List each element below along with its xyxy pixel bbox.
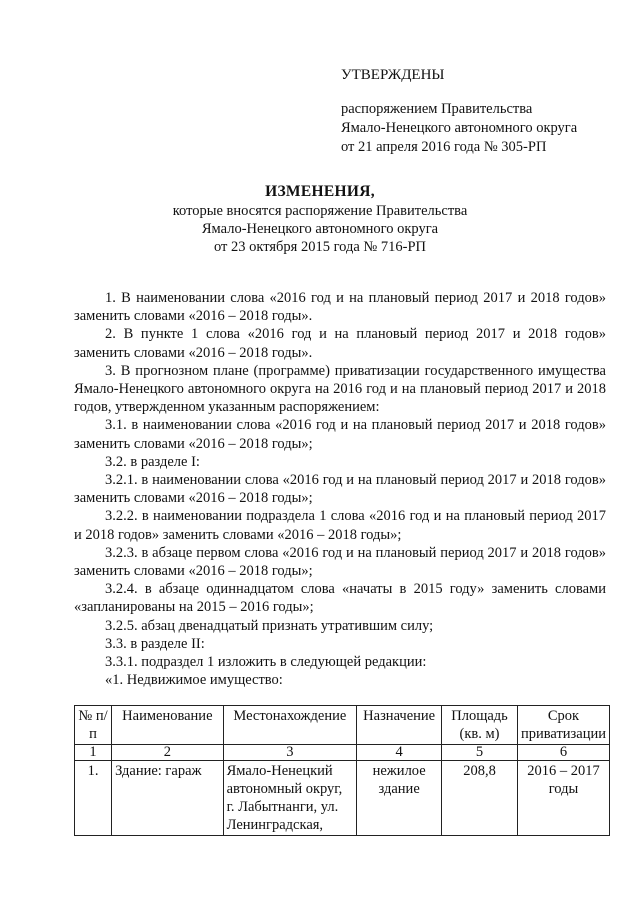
row-name: Здание: гараж xyxy=(112,761,223,836)
column-number: 5 xyxy=(442,745,518,761)
paragraph: 3.1. в наименовании слова «2016 год и на плановый период 2017 и 2018 годов» заменить словами «2016 – 2018 годы»; xyxy=(74,417,606,452)
approval-line: Ямало-Ненецкого автономного округа xyxy=(341,120,578,136)
property-table xyxy=(74,705,610,836)
header-cell: Местонахождение xyxy=(223,706,357,745)
column-number: 2 xyxy=(112,745,223,761)
approval-line: распоряжением Правительства xyxy=(341,101,533,117)
approval-heading: УТВЕРЖДЕНЫ xyxy=(341,67,445,83)
header-cell: Наименование xyxy=(112,706,223,745)
column-number: 3 xyxy=(223,745,357,761)
paragraph: 3.3.1. подраздел 1 изложить в следующей редакции: xyxy=(105,654,427,671)
header-cell: № п/п xyxy=(75,706,112,745)
row-location: Ямало-Ненецкий автономный округ, г. Лабытнанги, ул. Ленинградская, xyxy=(223,761,357,836)
paragraph: 3.2.4. в абзаце одиннадцатом слова «начаты в 2015 году» заменить словами «запланированы на 2015 – 2016 годы»; xyxy=(74,581,606,616)
header-cell: Площадь (кв. м) xyxy=(442,706,518,745)
paragraph: 3.2.2. в наименовании подраздела 1 слова «2016 год и на плановый период 2017 и 2018 годов» заменить словами «2016 – 2018 годы»; xyxy=(74,508,606,543)
paragraph: 1. В наименовании слова «2016 год и на плановый период 2017 и 2018 годов» заменить словами «2016 – 2018 годы». xyxy=(74,290,606,325)
column-number-row xyxy=(75,745,610,761)
approval-block xyxy=(341,66,577,157)
table-row xyxy=(75,761,610,836)
paragraph: 2. В пункте 1 слова «2016 год и на плановый период 2017 и 2018 годов» заменить словами «2016 – 2018 годы». xyxy=(74,326,606,361)
body-text xyxy=(74,289,606,671)
title-line: Ямало-Ненецкого автономного округа xyxy=(201,221,439,237)
paragraph: 3.3. в разделе II: xyxy=(105,635,205,652)
row-purpose: нежилое здание xyxy=(357,761,442,836)
title-block xyxy=(0,183,640,256)
title-line: которые вносятся распоряжение Правительства xyxy=(172,203,468,219)
paragraph: 3.2. в разделе I: xyxy=(105,453,200,470)
table-intro: «1. Недвижимое имущество: xyxy=(105,672,283,688)
paragraph: 3. В прогнозном плане (программе) приватизации государственного имущества Ямало-Ненецкого автономного округа на 2016 год и на плановый период 2017 и 2018 годов, утвержденном указанным распоряжением: xyxy=(74,362,606,416)
column-number: 1 xyxy=(75,745,112,761)
row-number: 1. xyxy=(75,761,112,836)
header-cell: Назначение xyxy=(357,706,442,745)
title-line: от 23 октября 2015 года № 716-РП xyxy=(213,239,427,255)
column-number: 6 xyxy=(517,745,609,761)
paragraph: 3.2.3. в абзаце первом слова «2016 год и на плановый период 2017 и 2018 годов» заменить словами «2016 – 2018 годы»; xyxy=(74,544,606,580)
row-term: 2016 – 2017 годы xyxy=(517,761,609,836)
table-header-row xyxy=(75,706,610,745)
column-number: 4 xyxy=(357,745,442,761)
paragraph: 3.2.1. в наименовании слова «2016 год и на плановый период 2017 и 2018 годов» заменить словами «2016 – 2018 годы»; xyxy=(74,472,606,507)
document-title: ИЗМЕНЕНИЯ, xyxy=(265,183,375,200)
header-cell: Срок приватизации xyxy=(517,706,609,745)
paragraph: 3.2.5. абзац двенадцатый признать утратившим силу; xyxy=(105,617,434,634)
row-area: 208,8 xyxy=(442,761,518,836)
approval-line: от 21 апреля 2016 года № 305-РП xyxy=(341,139,547,155)
